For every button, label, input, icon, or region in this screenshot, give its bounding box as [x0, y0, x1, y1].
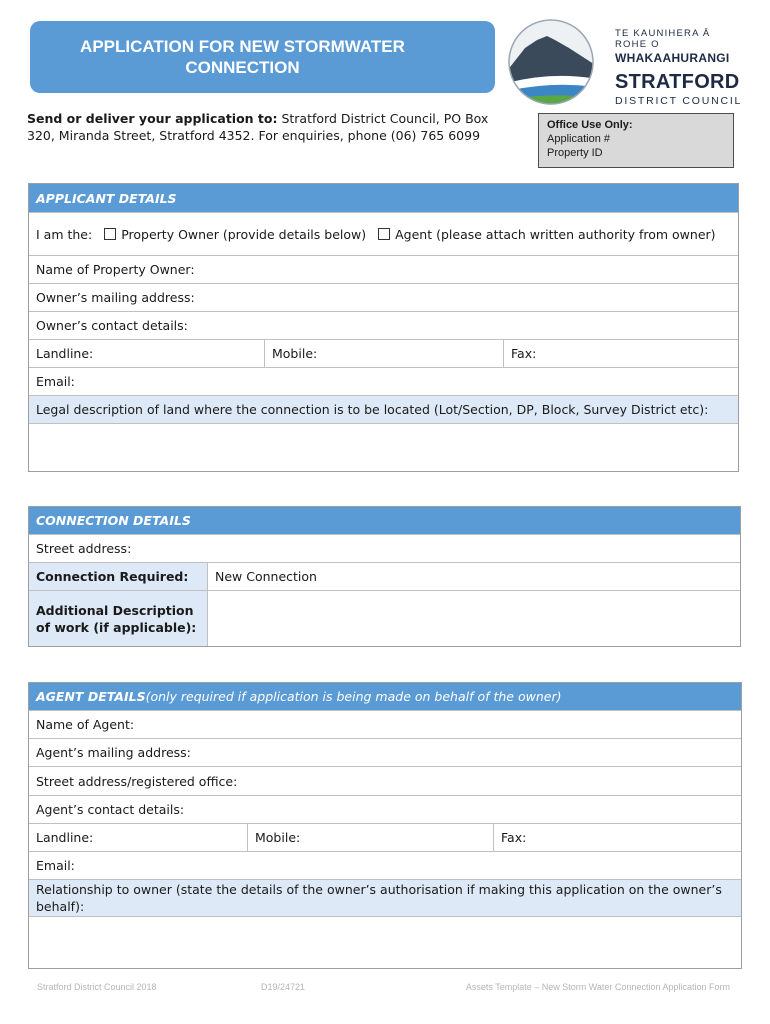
section-header — [29, 507, 740, 535]
connection-header: CONNECTION DETAILS — [36, 513, 191, 528]
logo-district-council: DISTRICT COUNCIL — [615, 95, 743, 107]
office-application-number: Application # — [547, 133, 610, 145]
relationship-label: Relationship to owner (state the details of the owner’s authorisation if making this application on the owner’s behalf): — [36, 882, 722, 914]
agent-mailing-field[interactable] — [29, 739, 741, 767]
applicant-details-section — [28, 183, 739, 472]
owner-name-label: Name of Property Owner: — [36, 262, 195, 277]
agent-name-label: Name of Agent: — [36, 717, 135, 732]
legal-description-row — [29, 396, 738, 424]
relationship-row — [29, 880, 741, 917]
additional-description-label: Additional Description of work (if applicable): — [29, 591, 207, 646]
logo-stratford: STRATFORD — [615, 71, 740, 93]
legal-description-label: Legal description of land where the connection is to be located (Lot/Section, DP, Block, Survey District etc): — [36, 402, 709, 417]
submission-address: Stratford District Council, PO Box 320, Miranda Street, Stratford 4352. For enquiries, phone (06) 765 6099 — [27, 111, 489, 143]
agent-email-field[interactable] — [29, 852, 741, 880]
agent-street-field[interactable] — [29, 767, 741, 796]
owner-contact-label: Owner’s contact details: — [36, 318, 188, 333]
agent-contact-row — [29, 796, 741, 824]
agent-mobile-label: Mobile: — [255, 830, 301, 845]
relationship-field[interactable] — [29, 917, 741, 968]
agent-details-section — [28, 682, 742, 969]
connection-required-value[interactable]: New Connection — [207, 563, 740, 590]
agent-fax-label: Fax: — [501, 830, 527, 845]
agent-street-label: Street address/registered office: — [36, 773, 238, 789]
logo-whakaahurangi: WHAKAAHURANGI — [615, 51, 730, 65]
owner-email-field[interactable] — [29, 368, 738, 396]
form-title-line2: CONNECTION — [185, 58, 300, 77]
footer-template-name: Assets Template – New Storm Water Connection Application Form — [465, 982, 730, 992]
submission-instructions — [27, 110, 507, 144]
owner-fax-field[interactable] — [503, 340, 738, 367]
owner-name-field[interactable] — [29, 256, 738, 284]
legal-description-field[interactable] — [29, 424, 738, 471]
i-am-label: I am the: — [36, 226, 93, 242]
mountain-logo-icon — [503, 18, 603, 106]
owner-option-label: Property Owner (provide details below) — [121, 226, 367, 242]
agent-name-field[interactable] — [29, 711, 741, 739]
owner-landline-field[interactable] — [29, 340, 264, 367]
owner-landline-label: Landline: — [36, 346, 94, 361]
agent-header: AGENT DETAILS — [36, 689, 146, 704]
agent-phone-row — [29, 824, 741, 852]
owner-fax-label: Fax: — [511, 346, 537, 361]
additional-description-field[interactable] — [207, 591, 740, 646]
agent-header-note: (only required if application is being made on behalf of the owner) — [145, 689, 562, 704]
owner-phone-row — [29, 340, 738, 368]
additional-description-row — [29, 591, 740, 646]
connection-required-row — [29, 563, 740, 591]
form-title — [30, 21, 495, 93]
connection-details-section — [28, 506, 741, 647]
footer-doc-number: D19/24721 — [261, 982, 306, 992]
office-use-title: Office Use Only: — [547, 119, 633, 131]
owner-mobile-label: Mobile: — [272, 346, 318, 361]
owner-mobile-field[interactable] — [264, 340, 503, 367]
office-property-id: Property ID — [547, 147, 603, 159]
form-title-line1: APPLICATION FOR NEW STORMWATER — [80, 37, 405, 56]
agent-landline-label: Landline: — [36, 830, 94, 845]
connection-street-field[interactable] — [29, 535, 740, 563]
logo-maori-line: TE KAUNIHERA Ā ROHE O — [615, 28, 711, 50]
logo-text — [615, 28, 743, 107]
agent-mobile-field[interactable] — [247, 824, 493, 851]
owner-checkbox[interactable] — [104, 228, 116, 240]
section-header — [29, 184, 738, 213]
connection-street-label: Street address: — [36, 541, 132, 556]
agent-fax-field[interactable] — [493, 824, 741, 851]
agent-checkbox[interactable] — [378, 228, 390, 240]
owner-email-label: Email: — [36, 374, 75, 389]
council-logo — [503, 18, 743, 108]
connection-required-label: Connection Required: — [29, 563, 207, 590]
owner-mailing-label: Owner’s mailing address: — [36, 290, 195, 305]
owner-contact-row — [29, 312, 738, 340]
agent-email-label: Email: — [36, 858, 75, 873]
footer-copyright: Stratford District Council 2018 — [37, 982, 157, 992]
submission-label: Send or deliver your application to: — [27, 111, 278, 126]
applicant-type-row — [29, 213, 738, 256]
agent-mailing-label: Agent’s mailing address: — [36, 745, 191, 760]
agent-landline-field[interactable] — [29, 824, 247, 851]
section-header — [29, 683, 741, 711]
applicant-header: APPLICANT DETAILS — [36, 190, 177, 206]
office-use-box — [538, 113, 734, 168]
agent-contact-label: Agent’s contact details: — [36, 802, 185, 817]
owner-mailing-field[interactable] — [29, 284, 738, 312]
agent-option-label: Agent (please attach written authority from owner) — [395, 226, 716, 242]
